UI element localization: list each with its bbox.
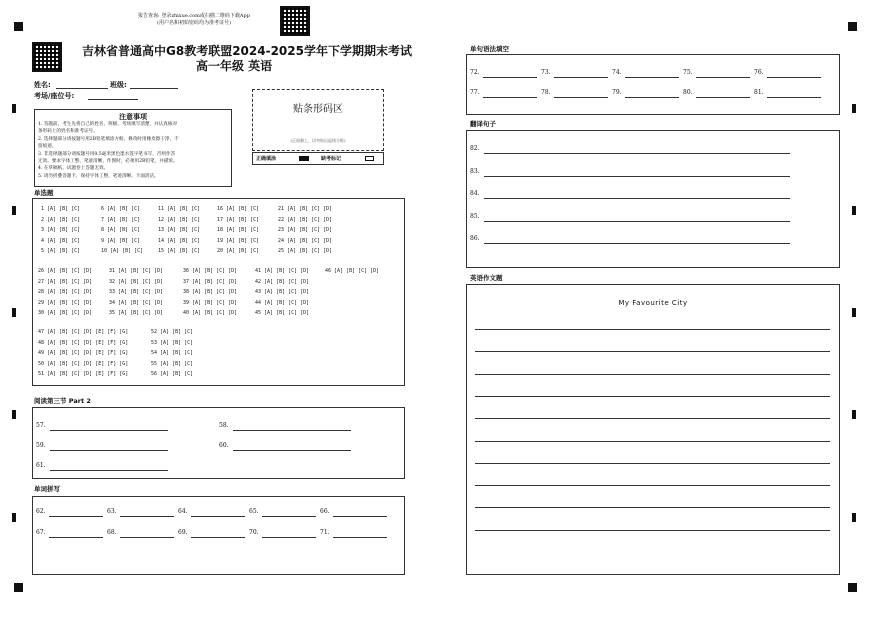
grammar-field[interactable]: [696, 77, 750, 78]
timing-mark: [12, 308, 16, 317]
spelling-number: 66.: [320, 508, 330, 515]
choice-item[interactable]: 44 [A] [B] [C] [D]: [255, 299, 310, 306]
choice-item[interactable]: 24 [A] [B] [C] [D]: [278, 237, 333, 244]
grammar-field[interactable]: [767, 97, 821, 98]
reading-box: [32, 407, 405, 479]
choice-item[interactable]: 32 [A] [B] [C] [D]: [109, 278, 164, 285]
spelling-field[interactable]: [191, 537, 245, 538]
exam-subtitle: 高一年级 英语: [196, 59, 273, 73]
correct-fill-label: 正确填涂: [256, 156, 277, 162]
timing-mark: [852, 206, 856, 215]
reading-heading: 阅读第三节 Part 2: [34, 397, 91, 405]
grammar-number: 77.: [470, 89, 480, 96]
choice-item[interactable]: 49 [A] [B] [C] [D] [E] [F] [G]: [38, 350, 129, 356]
spelling-field[interactable]: [191, 516, 245, 517]
choice-item[interactable]: 56 [A] [B] [C]: [151, 371, 194, 377]
grammar-field[interactable]: [554, 97, 608, 98]
choice-item[interactable]: 9 [A] [B] [C]: [101, 237, 141, 244]
spelling-field[interactable]: [120, 537, 174, 538]
note-line: 留痕迹。: [38, 144, 57, 150]
essay-writing-line[interactable]: [475, 396, 830, 397]
spelling-box: [32, 496, 405, 575]
room-seat-label: 考场/座位号:: [34, 92, 75, 100]
translation-field[interactable]: [484, 153, 790, 154]
essay-writing-line[interactable]: [475, 463, 830, 464]
timing-mark: [12, 206, 16, 215]
grammar-field[interactable]: [625, 97, 679, 98]
spelling-field[interactable]: [120, 516, 174, 517]
barcode-area: [252, 89, 384, 151]
reading-number: 58.: [219, 422, 229, 429]
choice-item[interactable]: 16 [A] [B] [C]: [217, 206, 260, 212]
notes-box: [34, 109, 232, 187]
spelling-field[interactable]: [49, 516, 103, 517]
note-line: 5. 请勿折叠答题卡，保持字体工整、笔迹清晰、卡面清洁。: [38, 173, 159, 179]
writing-heading: 英语作文题: [470, 274, 503, 282]
timing-mark: [12, 104, 16, 113]
spelling-number: 62.: [36, 508, 46, 515]
choice-item[interactable]: 27 [A] [B] [C] [D]: [38, 278, 93, 285]
translation-field[interactable]: [484, 176, 790, 177]
translation-number: 83.: [470, 167, 480, 175]
choice-item[interactable]: 1 [A] [B] [C]: [41, 206, 81, 212]
single-choice-heading: 单选题: [34, 189, 54, 197]
choice-item[interactable]: 38 [A] [B] [C] [D]: [183, 289, 238, 295]
translation-number: 82.: [470, 145, 480, 152]
essay-writing-line[interactable]: [475, 530, 830, 531]
choice-item[interactable]: 20 [A] [B] [C]: [217, 248, 260, 254]
choice-item[interactable]: 8 [A] [B] [C]: [101, 227, 141, 233]
class-label: 班级:: [110, 81, 127, 89]
timing-mark: [852, 513, 856, 522]
choice-item[interactable]: 26 [A] [B] [C] [D]: [38, 268, 93, 274]
corner-mark-bottom-left: [14, 583, 23, 592]
choice-item[interactable]: 6 [A] [B] [C]: [101, 206, 141, 212]
choice-item[interactable]: 51 [A] [B] [C] [D] [E] [F] [G]: [38, 371, 129, 377]
spelling-number: 70.: [249, 529, 259, 536]
spelling-field[interactable]: [262, 516, 316, 517]
grammar-field[interactable]: [483, 77, 537, 78]
translation-field[interactable]: [484, 198, 790, 199]
reading-number: 57.: [36, 422, 46, 429]
choice-item[interactable]: 23 [A] [B] [C] [D]: [278, 227, 333, 233]
report-notice-line1: 报告查询: 登录zhixue.com或扫描二维码下载App: [138, 13, 250, 19]
translation-field[interactable]: [484, 243, 790, 244]
room-seat-field[interactable]: [88, 99, 138, 100]
correct-fill-sample: [299, 156, 309, 161]
spelling-field[interactable]: [333, 537, 387, 538]
translation-heading: 翻译句子: [470, 120, 496, 128]
spelling-number: 64.: [178, 508, 188, 515]
choice-item[interactable]: 34 [A] [B] [C] [D]: [109, 299, 164, 306]
choice-item[interactable]: 10 [A] [B] [C]: [101, 248, 144, 254]
note-line: 1. 答题前，考生先将自己的姓名、班级、考场填写清楚，并认真核对: [38, 122, 178, 127]
corner-mark-top-left: [14, 22, 23, 31]
grammar-field[interactable]: [483, 97, 537, 98]
note-line: 2. 选择题部分请按题号用2B铅笔填涂方框，修改时用橡皮擦干净，不: [38, 136, 179, 142]
reading-number: 61.: [36, 462, 46, 469]
spelling-heading: 单词拼写: [34, 485, 60, 493]
reading-answer-field[interactable]: [50, 430, 168, 431]
choice-item[interactable]: 39 [A] [B] [C] [D]: [183, 299, 238, 306]
note-line: 无效。要求字体工整、笔迹清晰。作图时，必须用2B铅笔，并描浓。: [38, 159, 178, 165]
corner-mark-bottom-right: [848, 583, 857, 592]
choice-item[interactable]: 7 [A] [B] [C]: [101, 216, 141, 223]
essay-writing-line[interactable]: [475, 418, 830, 419]
barcode-hint: (正面朝上，切勿贴出虚线方框): [290, 138, 346, 143]
report-notice-line2: (用户名和初始密码均为准考证号): [157, 20, 231, 26]
essay-writing-line[interactable]: [475, 329, 830, 330]
absent-mark-checkbox[interactable]: [365, 156, 374, 161]
grammar-box: [466, 54, 840, 115]
exam-title: 吉林省普通高中G8教考联盟2024-2025学年下学期期末考试: [82, 44, 412, 58]
choice-item[interactable]: 41 [A] [B] [C] [D]: [255, 268, 310, 274]
choice-item[interactable]: 14 [A] [B] [C]: [158, 237, 201, 244]
class-field[interactable]: [130, 88, 178, 89]
choice-item[interactable]: 37 [A] [B] [C] [D]: [183, 278, 238, 285]
essay-writing-line[interactable]: [475, 507, 830, 508]
choice-item[interactable]: 22 [A] [B] [C] [D]: [278, 216, 333, 223]
timing-mark: [12, 513, 16, 522]
reading-number: 60.: [219, 442, 229, 449]
choice-item[interactable]: 43 [A] [B] [C] [D]: [255, 289, 310, 295]
choice-item[interactable]: 40 [A] [B] [C] [D]: [183, 310, 238, 316]
grammar-number: 78.: [541, 89, 551, 96]
choice-item[interactable]: 48 [A] [B] [C] [D] [E] [F] [G]: [38, 339, 129, 346]
choice-item[interactable]: 53 [A] [B] [C]: [151, 339, 194, 346]
notes-list: [38, 121, 228, 180]
choice-item[interactable]: 31 [A] [B] [C] [D]: [109, 268, 164, 274]
choice-item[interactable]: 3 [A] [B] [C]: [41, 227, 81, 233]
top-qr-code: [280, 6, 310, 36]
note-line: 3. 非选择题部分请按题号用0.5毫米黑色墨水签字笔书写，否则作答: [38, 151, 176, 157]
choice-item[interactable]: 30 [A] [B] [C] [D]: [38, 310, 93, 316]
reading-number: 59.: [36, 442, 46, 449]
reading-answer-field[interactable]: [233, 430, 351, 431]
choice-item[interactable]: 11 [A] [B] [C]: [158, 206, 201, 212]
choice-item[interactable]: 36 [A] [B] [C] [D]: [183, 268, 238, 274]
choice-item[interactable]: 21 [A] [B] [C] [D]: [278, 206, 333, 212]
grammar-heading: 单句语法填空: [470, 45, 509, 53]
choice-item[interactable]: 12 [A] [B] [C]: [158, 216, 201, 223]
choice-item[interactable]: 17 [A] [B] [C]: [217, 216, 260, 223]
grammar-number: 74.: [612, 69, 622, 76]
note-line: 条形码上的姓名和准考证号。: [38, 129, 98, 135]
spelling-number: 63.: [107, 508, 117, 515]
reading-answer-field[interactable]: [233, 450, 351, 451]
grammar-number: 72.: [470, 69, 480, 76]
grammar-number: 81.: [754, 89, 764, 96]
timing-mark: [852, 410, 856, 419]
reading-answer-field[interactable]: [50, 450, 168, 451]
barcode-title: 贴条形码区: [293, 104, 343, 115]
spelling-number: 69.: [178, 529, 188, 536]
name-field[interactable]: [56, 88, 108, 89]
choice-item[interactable]: 4 [A] [B] [C]: [41, 237, 81, 244]
choice-item[interactable]: 18 [A] [B] [C]: [217, 227, 260, 233]
notes-title: 注意事项: [119, 112, 147, 121]
choice-item[interactable]: 13 [A] [B] [C]: [158, 227, 201, 233]
choice-item[interactable]: 47 [A] [B] [C] [D] [E] [F] [G]: [38, 329, 129, 335]
translation-box: [466, 130, 840, 268]
timing-mark: [852, 104, 856, 113]
spelling-field[interactable]: [49, 537, 103, 538]
fill-legend: [252, 152, 384, 165]
grammar-field[interactable]: [554, 77, 608, 78]
choice-item[interactable]: 50 [A] [B] [C] [D] [E] [F] [G]: [38, 360, 129, 367]
absent-mark-label: 缺考标记: [321, 156, 342, 162]
essay-writing-line[interactable]: [475, 441, 830, 442]
spelling-number: 65.: [249, 508, 259, 515]
choice-item[interactable]: 52 [A] [B] [C]: [151, 329, 194, 335]
spelling-number: 68.: [107, 529, 117, 536]
timing-mark: [852, 308, 856, 317]
grammar-field[interactable]: [767, 77, 821, 78]
translation-number: 85.: [470, 212, 480, 220]
translation-number: 84.: [470, 190, 480, 197]
spelling-field[interactable]: [333, 516, 387, 517]
note-line: 4. 在草稿纸、试题卷上答题无效。: [38, 166, 109, 172]
choice-item[interactable]: 35 [A] [B] [C] [D]: [109, 310, 164, 316]
corner-mark-top-right: [848, 22, 857, 31]
grammar-number: 76.: [754, 69, 764, 76]
choice-item[interactable]: 2 [A] [B] [C]: [41, 216, 81, 223]
grammar-number: 79.: [612, 89, 622, 96]
choice-item[interactable]: 54 [A] [B] [C]: [151, 350, 194, 356]
choice-item[interactable]: 42 [A] [B] [C] [D]: [255, 278, 310, 285]
choice-item[interactable]: 25 [A] [B] [C] [D]: [278, 248, 333, 254]
choice-item[interactable]: 46 [A] [B] [C] [D]: [325, 268, 380, 274]
single-choice-box: [32, 198, 405, 386]
choice-item[interactable]: 5 [A] [B] [C]: [41, 248, 81, 254]
spelling-number: 67.: [36, 529, 46, 536]
essay-title: My Favourite City: [618, 299, 688, 307]
spelling-field[interactable]: [262, 537, 316, 538]
essay-writing-line[interactable]: [475, 374, 830, 375]
translation-field[interactable]: [484, 221, 790, 222]
choice-item[interactable]: 28 [A] [B] [C] [D]: [38, 289, 93, 295]
grammar-number: 80.: [683, 89, 693, 96]
translation-number: 86.: [470, 235, 480, 242]
name-label: 姓名:: [34, 81, 51, 89]
choice-item[interactable]: 55 [A] [B] [C]: [151, 360, 194, 367]
left-qr-code: [32, 42, 62, 72]
grammar-field[interactable]: [696, 97, 750, 98]
spelling-number: 71.: [320, 529, 330, 536]
choice-item[interactable]: 29 [A] [B] [C] [D]: [38, 299, 93, 306]
writing-box: [466, 284, 840, 575]
reading-answer-field[interactable]: [50, 470, 168, 471]
timing-mark: [12, 410, 16, 419]
essay-writing-line[interactable]: [475, 351, 830, 352]
choice-item[interactable]: 33 [A] [B] [C] [D]: [109, 289, 164, 295]
choice-item[interactable]: 15 [A] [B] [C]: [158, 248, 201, 254]
grammar-field[interactable]: [625, 77, 679, 78]
choice-item[interactable]: 19 [A] [B] [C]: [217, 237, 260, 244]
grammar-number: 73.: [541, 69, 551, 76]
essay-writing-line[interactable]: [475, 485, 830, 486]
grammar-number: 75.: [683, 69, 693, 76]
report-notice: [124, 13, 264, 27]
choice-item[interactable]: 45 [A] [B] [C] [D]: [255, 310, 310, 316]
